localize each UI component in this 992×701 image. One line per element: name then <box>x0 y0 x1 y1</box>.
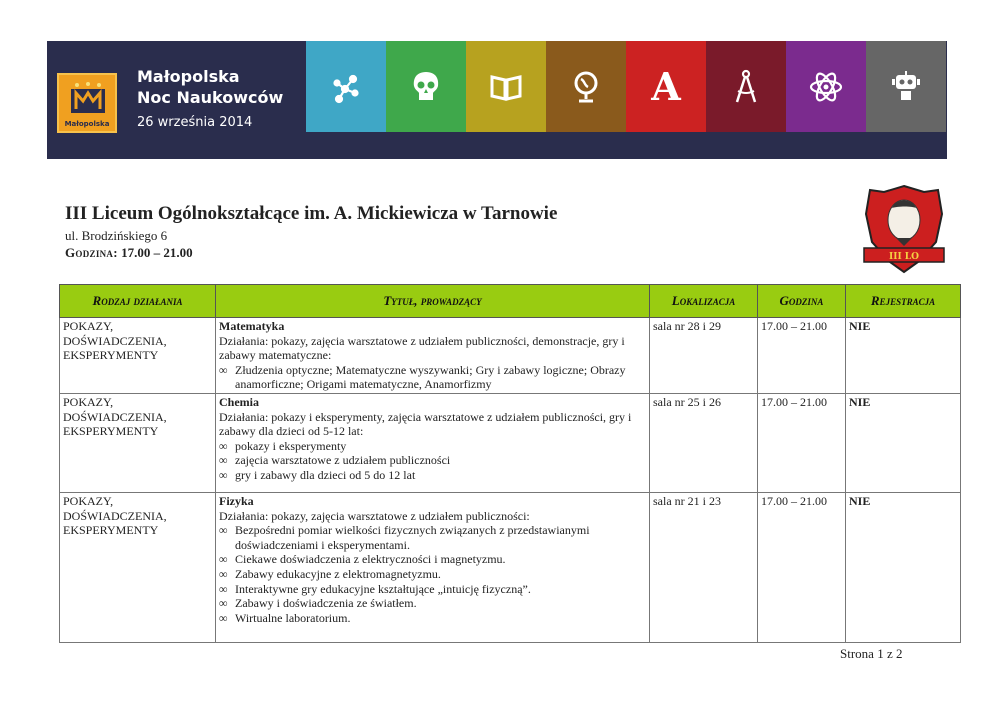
event-banner <box>47 41 947 159</box>
row-title: Chemia <box>219 394 259 409</box>
list-item: ∞ gry i zabawy dla dzieci od 5 do 12 lat <box>219 467 416 482</box>
globe-tile <box>546 41 626 132</box>
robot-tile <box>866 41 946 132</box>
header-type: Rodzaj działania <box>60 285 216 318</box>
row-description <box>216 393 650 492</box>
row-intro: Działania: pokazy, zajęcia warsztatowe z udziałem publiczności, demonstracje, gry i zabawy matematyczne: <box>219 333 625 363</box>
molecule-icon <box>331 69 361 105</box>
logo-word: Małopolska <box>64 120 110 128</box>
row-item-list <box>219 523 646 625</box>
row-description <box>216 492 650 642</box>
globe-icon <box>571 69 601 105</box>
row-registration: NIE <box>846 492 961 642</box>
malopolska-logo <box>57 73 117 133</box>
row-item-list <box>219 439 646 483</box>
list-item: ∞ Zabawy i doświadczenia ze światłem. <box>219 596 417 611</box>
banner-title <box>137 66 283 108</box>
row-type: POKAZY, DOŚWIADCZENIA, EKSPERYMENTY <box>60 318 216 394</box>
row-description <box>216 318 650 394</box>
row-intro: Działania: pokazy, zajęcia warsztatowe z udziałem publiczności: <box>219 508 530 523</box>
school-address: ul. Brodzińskiego 6 <box>65 228 168 243</box>
crest-label: III LO <box>889 252 919 262</box>
hours-label: Godzina: <box>65 245 118 260</box>
book-icon <box>489 72 523 102</box>
list-item: ∞ pokazy i eksperymenty <box>219 438 347 453</box>
list-item: ∞ Zabawy edukacyjne z elektromagnetyzmu. <box>219 566 441 581</box>
list-item: ∞ Bezpośredni pomiar wielkości fizycznych związanych z przedstawianymi doświadczeniami i eksperymentami. <box>219 523 590 552</box>
list-item: ∞ Interaktywne gry edukacyjne kształtujące „intuicję fizyczną”. <box>219 581 531 596</box>
robot-icon <box>891 69 921 105</box>
list-item: ∞ Wirtualne laboratorium. <box>219 610 351 625</box>
atom-icon <box>808 70 844 104</box>
row-item-list <box>219 363 646 392</box>
banner-title-line2: Noc Naukowców <box>137 88 284 107</box>
banner-tiles <box>306 41 946 132</box>
school-name: III Liceum Ogólnokształcące im. A. Mickiewicza w Tarnowie <box>65 203 558 224</box>
table-row <box>60 492 961 642</box>
compass-icon <box>732 69 760 105</box>
skull-tile <box>386 41 466 132</box>
row-intro: Działania: pokazy i eksperymenty, zajęcia warsztatowe z udziałem publiczności, gry i zabawy dla dzieci od 5-12 lat: <box>219 409 632 439</box>
row-registration: NIE <box>846 318 961 394</box>
table-header-row <box>60 285 961 318</box>
molecule-tile <box>306 41 386 132</box>
row-title: Fizyka <box>219 493 254 508</box>
banner-title-line1: Małopolska <box>137 67 240 86</box>
list-item: ∞ Ciekawe doświadczenia z elektryczności i magnetyzmu. <box>219 552 506 567</box>
row-location: sala nr 21 i 23 <box>650 492 758 642</box>
row-time: 17.00 – 21.00 <box>758 492 846 642</box>
row-title: Matematyka <box>219 319 285 333</box>
opening-hours <box>65 245 193 261</box>
book-tile <box>466 41 546 132</box>
row-type: POKAZY, DOŚWIADCZENIA, EKSPERYMENTY <box>60 492 216 642</box>
header-time: Godzina <box>758 285 846 318</box>
skull-icon <box>411 70 441 104</box>
header-registration: Rejestracja <box>846 285 961 318</box>
row-registration: NIE <box>846 393 961 492</box>
list-item: ∞ zajęcia warsztatowe z udziałem publiczności <box>219 453 451 468</box>
header-title: Tytuł, prowadzący <box>216 285 650 318</box>
row-location: sala nr 25 i 26 <box>650 393 758 492</box>
page-number: Strona 1 z 2 <box>840 646 903 661</box>
atom-tile <box>786 41 866 132</box>
list-item: ∞ Złudzenia optyczne; Matematyczne wyszywanki; Gry i zabawy logiczne; Obrazy anamorficzne; Origami matematyczne, Anamorfizmy <box>219 362 626 392</box>
events-table <box>59 284 961 643</box>
header-location: Lokalizacja <box>650 285 758 318</box>
compass-tile <box>706 41 786 132</box>
letter-a-icon: A <box>651 64 681 109</box>
logo-mark-icon <box>71 81 105 113</box>
table-row <box>60 393 961 492</box>
row-time: 17.00 – 21.00 <box>758 393 846 492</box>
school-crest-icon <box>862 184 946 276</box>
row-type: POKAZY, DOŚWIADCZENIA, EKSPERYMENTY <box>60 393 216 492</box>
row-time: 17.00 – 21.00 <box>758 318 846 394</box>
banner-date: 26 września 2014 <box>137 115 253 130</box>
letter-a-tile <box>626 41 706 132</box>
row-location: sala nr 28 i 29 <box>650 318 758 394</box>
table-row <box>60 318 961 394</box>
hours-value: 17.00 – 21.00 <box>121 245 193 260</box>
